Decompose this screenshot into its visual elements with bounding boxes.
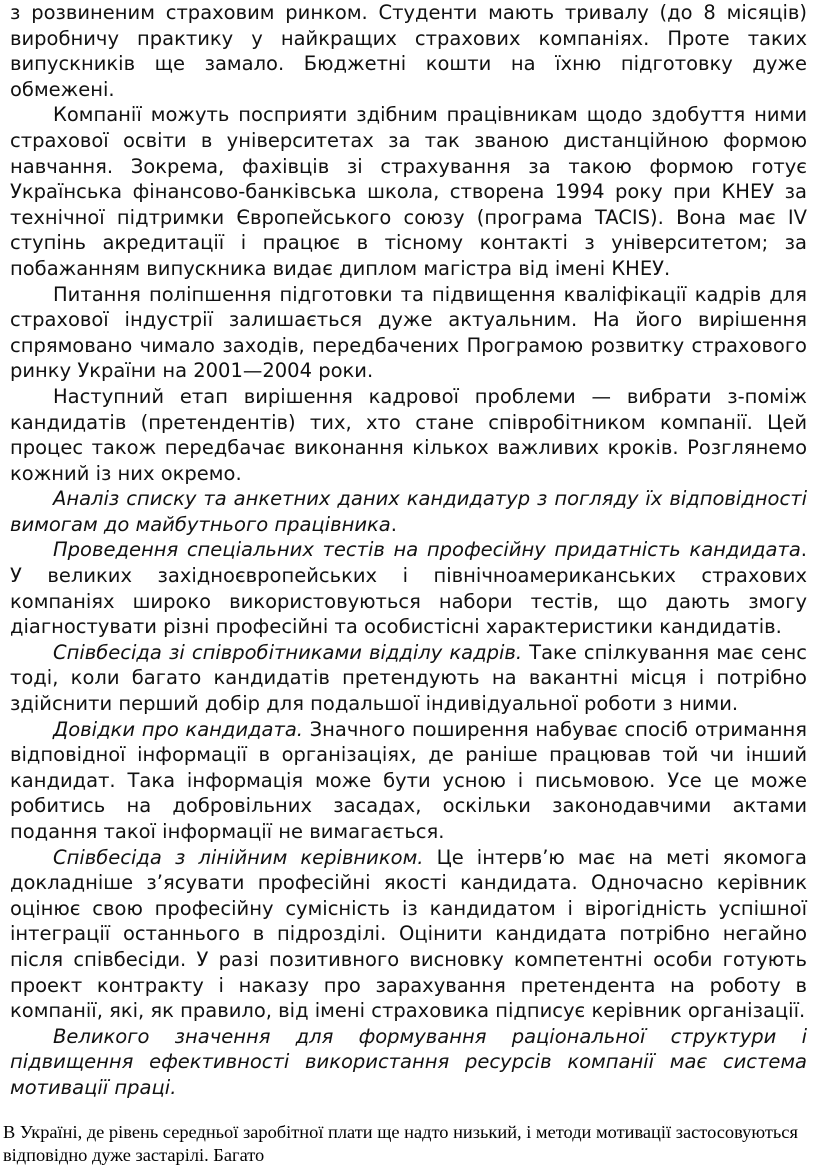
paragraph-next-stage <box>10 384 807 486</box>
paragraph-text: з розвиненим страховим ринком. Студенти мають тривалу (до 8 місяців) виробничу практику у найкращих страхових компаніях. Проте таких випускників ще замало. Бюджетні кошти на їхню підготовку дуже обмежені. <box>10 1 807 101</box>
paragraph-text: Компанії можуть посприяти здібним працівникам щодо здобуття ними страхової освіти в університетах за так званою дистанційною формою навчання. Зокрема, фахівців зі страхування за такою формою готує Українська фінансово-банківська школа, створена 1994 року при КНЕУ за технічної підтримки Європейського союзу (програма TACIS). Вона має IV ступінь акредитації і працює в тісному контакті з університетом; за побажанням випускника видає диплом магістра від імені КНЕУ. <box>10 103 807 280</box>
paragraph-text: . У великих західноєвропейських і північноамериканських страхових компаніях широко використовуються набори тестів, що дають змогу діагностувати різні професійні та особистісні характеристики кандидатів. <box>10 538 807 639</box>
footer-fragment <box>3 1121 809 1167</box>
paragraph-text: Значного поширення набуває спосіб отримання відповідної інформації в організаціях, де раніше працював той чи інший кандидат. Така інформація може бути усною і письмовою. Усе це може робитись на добровільних засадах, оскільки законодавчими актами подання такої інформації не вимагається. <box>10 717 807 843</box>
paragraph-text: . <box>390 512 397 536</box>
document-page <box>10 0 807 1101</box>
paragraph-professional-tests <box>10 537 807 639</box>
paragraph-text: Наступний етап вирішення кадрової проблеми — вибрати з-поміж кандидатів (претендентів) тих, хто стане співробітником компанії. Цей процес також передбачає виконання кількох важливих кроків. Розглянемо кожний із них окремо. <box>10 384 807 485</box>
paragraph-qualification <box>10 282 807 384</box>
paragraph-italic-lead: Співбесіда зі співробітниками відділу кадрів. <box>53 640 523 664</box>
paragraph-italic-lead: Співбесіда з лінійним керівником. <box>53 845 424 869</box>
paragraph-text: Це інтерв’ю має на меті якомога докладніше з’ясувати професійні якості кандидата. Одночасно керівник оцінює свою професійну сумісність із кандидатом і вірогідність успішної інтеграції останнього в підрозділі. Оцінити кандидата потрібно негайно після співбесіди. У разі позитивного висновку компетентні особи готують проект контракту і наказу про зарахування претендента на роботу в компанії, які, як правило, від імені страховика підписує керівник організації. <box>10 845 808 1023</box>
footer-text: В Україні, де рівень середньої заробітної плати ще надто низький, і методи мотивації застосовуються відповідно дуже застарілі. Багато <box>3 1122 798 1165</box>
paragraph-italic-lead: Довідки про кандидата. <box>53 717 303 741</box>
paragraph-hr-interview <box>10 640 807 717</box>
paragraph-text: Таке спілкування має сенс тоді, коли багато кандидатів претендують на вакантні місця і потрібно здійснити перший добір для подальшої індивідуальної роботи з ними. <box>10 640 808 716</box>
paragraph-candidate-analysis <box>10 486 807 537</box>
paragraph-italic-lead: Аналіз списку та анкетних даних кандидатур з погляду їх відповідності вимогам до майбутнього працівника <box>10 487 807 536</box>
paragraph-distance-learning <box>10 102 807 281</box>
paragraph-italic-lead: Великого значення для формування раціональної структури і підвищення ефективності використання ресурсів компанії має система мотивації праці. <box>10 1024 807 1099</box>
paragraph-references <box>10 717 807 845</box>
paragraph-text: Питання поліпшення підготовки та підвищення кваліфікації кадрів для страхової індустрії залишається дуже актуальним. На його вирішення спрямовано чимало заходів, передбачених Програмою розвитку страхового ринку України на 2001—2004 роки. <box>10 282 807 383</box>
paragraph-italic-lead: Проведення спеціальних тестів на професійну придатність кандидата <box>53 538 801 562</box>
paragraph-motivation-system <box>10 1024 807 1101</box>
paragraph-insurance-market <box>10 0 807 102</box>
paragraph-line-manager-interview <box>10 845 807 1024</box>
